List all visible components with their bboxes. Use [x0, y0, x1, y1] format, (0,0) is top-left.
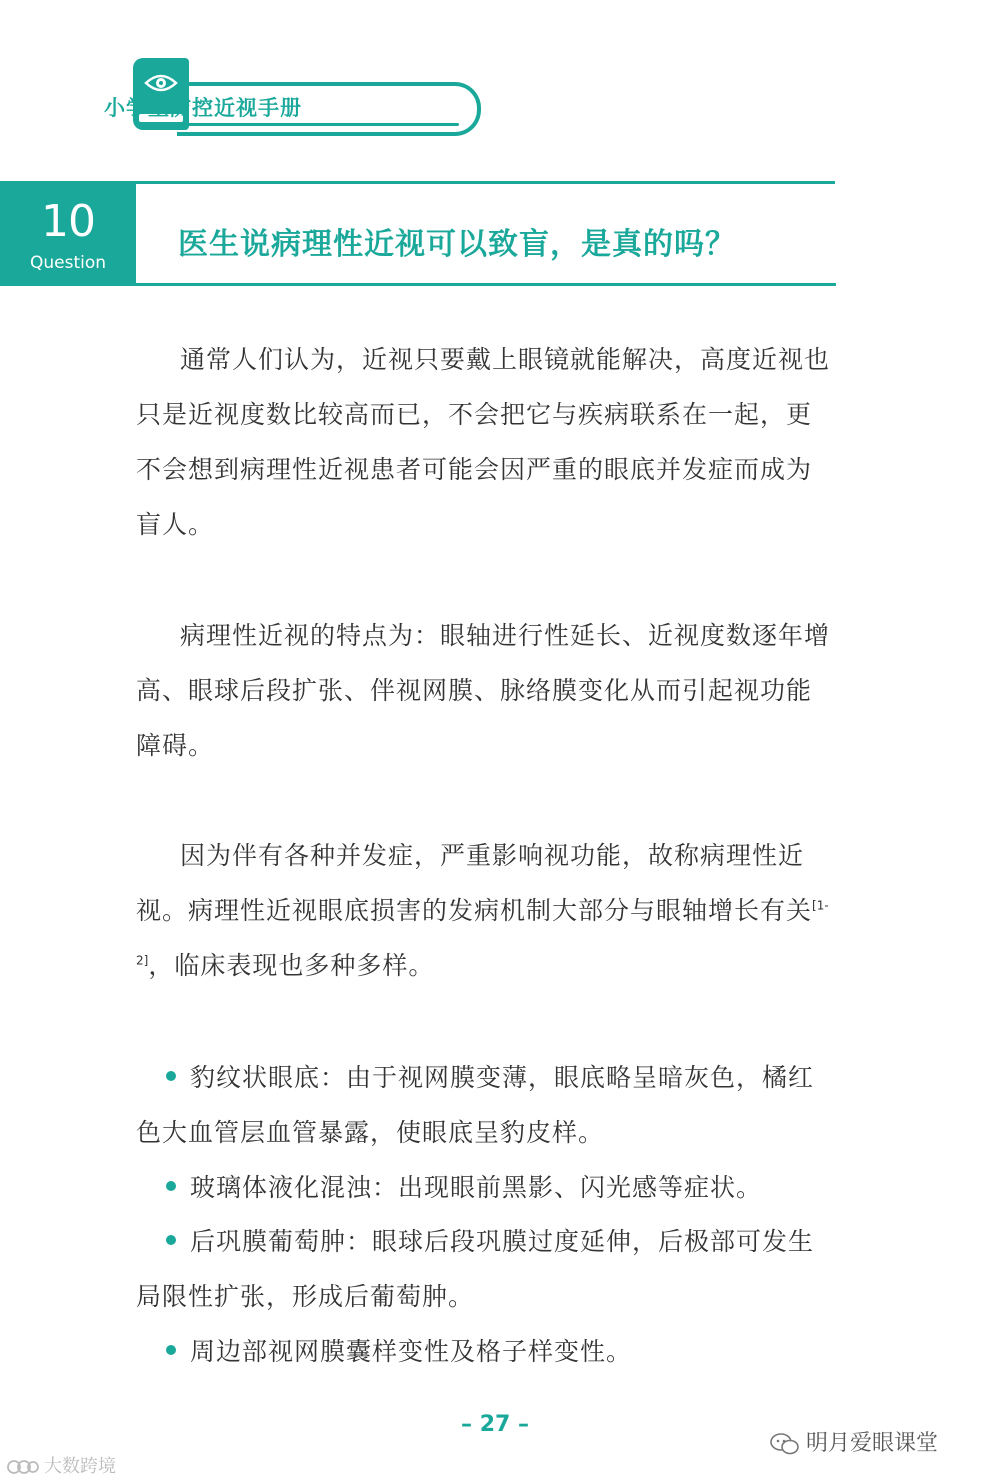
list-item [136, 1050, 836, 1160]
list-item [136, 1214, 836, 1324]
citation-ref: [1-2] [136, 898, 829, 968]
list-item-text: 玻璃体液化混浊：出现眼前黑影、闪光感等症状。 [190, 1173, 763, 1202]
list-item-text: 后巩膜葡萄肿：眼球后段巩膜过度延伸，后极部可发生局限性扩张，形成后葡萄肿。 [136, 1227, 815, 1311]
bullet-dot-icon [166, 1181, 176, 1191]
question-number: 10 [41, 196, 95, 247]
question-title: 医生说病理性近视可以致盲，是真的吗？ [178, 227, 736, 262]
paragraph-3-tail: ，临床表现也多种多样。 [148, 951, 435, 980]
list-item [136, 1160, 836, 1215]
paragraph-1: 通常人们认为，近视只要戴上眼镜就能解决，高度近视也只是近视度数比较高而已，不会把它与疾病联系在一起，更不会想到病理性近视患者可能会因严重的眼底并发症而成为盲人。 [136, 345, 831, 539]
badge-underline [187, 123, 459, 126]
watermark-right [770, 1426, 938, 1457]
list-item-text: 周边部视网膜囊样变性及格子样变性。 [190, 1337, 633, 1366]
bullet-dot-icon [166, 1071, 176, 1081]
paragraph-3-text: 因为伴有各种并发症，严重影响视功能，故称病理性近视。病理性近视眼底损害的发病机制大部分与眼轴增长有关 [136, 841, 813, 925]
watermark-logo-icon [6, 1458, 40, 1476]
bullet-dot-icon [166, 1345, 176, 1355]
list-item-text: 豹纹状眼底：由于视网膜变薄，眼底略呈暗灰色，橘红色大血管层血管暴露，使眼底呈豹皮样。 [136, 1063, 815, 1147]
question-bar-bottom-rule [136, 283, 836, 286]
list-item [136, 1324, 836, 1379]
question-label: Question [29, 253, 107, 273]
watermark-left [6, 1452, 116, 1478]
handbook-title: 小学生防控近视手册 [104, 96, 302, 120]
question-number-box [0, 181, 136, 286]
page-number: – 27 – [461, 1412, 529, 1437]
paragraph-2: 病理性近视的特点为：眼轴进行性延长、近视度数逐年增高、眼球后段扩张、伴视网膜、脉络膜变化从而引起视功能障碍。 [136, 621, 831, 760]
eye-icon [144, 72, 178, 94]
watermark-left-text: 大数跨境 [44, 1456, 116, 1477]
paragraph-3 [136, 828, 836, 993]
watermark-right-text: 明月爱眼课堂 [806, 1431, 939, 1456]
wechat-icon [770, 1433, 800, 1455]
bullet-dot-icon [166, 1235, 176, 1245]
